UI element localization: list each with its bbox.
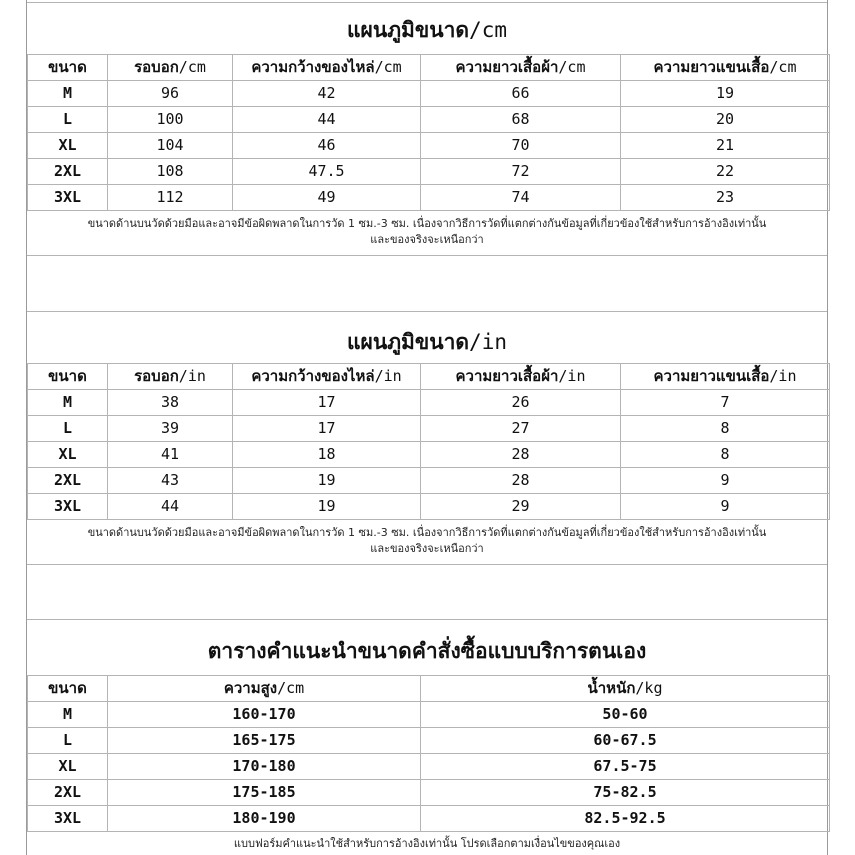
cell-size: XL — [28, 133, 108, 159]
table-row — [28, 780, 830, 806]
table-row — [28, 806, 830, 832]
header-shoulder: ความกว้างของไหล่/cm — [233, 55, 421, 81]
cell-shoulder: 42 — [233, 81, 421, 107]
cell-chest: 104 — [108, 133, 233, 159]
in-chart-title: แผนภูมิขนาด/in — [347, 330, 507, 354]
header-sleeve: ความยาวแขนเสื้อ/cm — [621, 55, 830, 81]
cell-size: 2XL — [28, 468, 108, 494]
cell-size: 3XL — [28, 185, 108, 211]
note-line: และของจริงจะเหนือกว่า — [370, 542, 484, 555]
header-size: ขนาด — [28, 55, 108, 81]
cell-chest: 43 — [108, 468, 233, 494]
cell-shoulder: 49 — [233, 185, 421, 211]
cell-length: 26 — [421, 390, 621, 416]
divider — [27, 311, 827, 312]
cell-weight: 50-60 — [421, 702, 830, 728]
cell-length: 27 — [421, 416, 621, 442]
cell-weight: 75-82.5 — [421, 780, 830, 806]
header-chest: รอบอก/in — [108, 364, 233, 390]
table-row — [28, 185, 830, 211]
cm-size-table — [27, 54, 830, 211]
cell-sleeve: 20 — [621, 107, 830, 133]
cell-shoulder: 19 — [233, 494, 421, 520]
cell-height: 165-175 — [108, 728, 421, 754]
cell-size: M — [28, 702, 108, 728]
cell-shoulder: 17 — [233, 390, 421, 416]
recommend-title: ตารางคำแนะนำขนาดคำสั่งซื้อแบบบริการตนเอง — [207, 639, 647, 663]
table-row — [28, 133, 830, 159]
table-row — [28, 702, 830, 728]
cell-chest: 38 — [108, 390, 233, 416]
cell-sleeve: 8 — [621, 416, 830, 442]
cell-chest: 112 — [108, 185, 233, 211]
cell-size: 3XL — [28, 806, 108, 832]
note-line: ขนาดด้านบนวัดด้วยมือและอาจมีข้อผิดพลาดในการวัด 1 ซม.-3 ซม. เนื่องจากวิธีการวัดที่แตกต่างกันข้อมูลที่เกี่ยวข้องใช้สำหรับการอ้างอิงเท่านั้น — [87, 217, 767, 230]
cell-height: 170-180 — [108, 754, 421, 780]
cell-sleeve: 21 — [621, 133, 830, 159]
cell-sleeve: 23 — [621, 185, 830, 211]
cell-height: 160-170 — [108, 702, 421, 728]
cm-chart-title: แผนภูมิขนาด/cm — [347, 18, 507, 42]
cell-size: XL — [28, 754, 108, 780]
header-height: ความสูง/cm — [108, 676, 421, 702]
table-row — [28, 494, 830, 520]
size-chart-sheet — [26, 0, 828, 855]
cell-sleeve: 9 — [621, 494, 830, 520]
note-line: ขนาดด้านบนวัดด้วยมือและอาจมีข้อผิดพลาดในการวัด 1 ซม.-3 ซม. เนื่องจากวิธีการวัดที่แตกต่างกันข้อมูลที่เกี่ยวข้องใช้สำหรับการอ้างอิงเท่านั้น — [87, 526, 767, 539]
in-chart-note — [27, 525, 827, 557]
header-size: ขนาด — [28, 364, 108, 390]
cell-shoulder: 19 — [233, 468, 421, 494]
cell-size: L — [28, 728, 108, 754]
cell-weight: 82.5-92.5 — [421, 806, 830, 832]
table-header-row — [28, 676, 830, 702]
cell-size: M — [28, 390, 108, 416]
divider — [27, 2, 827, 3]
cell-weight: 60-67.5 — [421, 728, 830, 754]
cell-sleeve: 9 — [621, 468, 830, 494]
cell-height: 180-190 — [108, 806, 421, 832]
table-row — [28, 468, 830, 494]
cell-length: 68 — [421, 107, 621, 133]
table-row — [28, 416, 830, 442]
header-length: ความยาวเสื้อผ้า/cm — [421, 55, 621, 81]
cell-height: 175-185 — [108, 780, 421, 806]
header-length: ความยาวเสื้อผ้า/in — [421, 364, 621, 390]
cell-chest: 39 — [108, 416, 233, 442]
header-shoulder: ความกว้างของไหล่/in — [233, 364, 421, 390]
note-line: และของจริงจะเหนือกว่า — [370, 233, 484, 246]
cell-chest: 41 — [108, 442, 233, 468]
cell-length: 28 — [421, 442, 621, 468]
table-row — [28, 81, 830, 107]
divider — [27, 619, 827, 620]
cell-chest: 44 — [108, 494, 233, 520]
table-row — [28, 754, 830, 780]
divider — [27, 255, 827, 256]
cm-chart-note — [27, 216, 827, 248]
cell-size: M — [28, 81, 108, 107]
cell-chest: 96 — [108, 81, 233, 107]
cell-size: L — [28, 107, 108, 133]
cell-shoulder: 17 — [233, 416, 421, 442]
table-header-row — [28, 364, 830, 390]
cell-chest: 100 — [108, 107, 233, 133]
cell-length: 29 — [421, 494, 621, 520]
cell-length: 72 — [421, 159, 621, 185]
header-size: ขนาด — [28, 676, 108, 702]
divider — [27, 564, 827, 565]
cell-sleeve: 7 — [621, 390, 830, 416]
in-size-table — [27, 363, 830, 520]
cell-size: 2XL — [28, 780, 108, 806]
recommend-note: แบบฟอร์มคำแนะนำใช้สำหรับการอ้างอิงเท่านั้น โปรดเลือกตามเงื่อนไขของคุณเอง — [233, 837, 621, 850]
cell-length: 28 — [421, 468, 621, 494]
table-row — [28, 390, 830, 416]
cell-sleeve: 22 — [621, 159, 830, 185]
cell-sleeve: 8 — [621, 442, 830, 468]
cell-size: 2XL — [28, 159, 108, 185]
table-row — [28, 107, 830, 133]
cell-size: 3XL — [28, 494, 108, 520]
table-row — [28, 159, 830, 185]
header-sleeve: ความยาวแขนเสื้อ/in — [621, 364, 830, 390]
cell-sleeve: 19 — [621, 81, 830, 107]
cell-length: 74 — [421, 185, 621, 211]
header-weight: น้ำหนัก/kg — [421, 676, 830, 702]
table-row — [28, 442, 830, 468]
cell-shoulder: 47.5 — [233, 159, 421, 185]
cell-length: 66 — [421, 81, 621, 107]
cell-shoulder: 18 — [233, 442, 421, 468]
recommend-table — [27, 675, 830, 832]
header-chest: รอบอก/cm — [108, 55, 233, 81]
cell-size: L — [28, 416, 108, 442]
cell-weight: 67.5-75 — [421, 754, 830, 780]
cell-shoulder: 44 — [233, 107, 421, 133]
table-header-row — [28, 55, 830, 81]
cell-shoulder: 46 — [233, 133, 421, 159]
cell-length: 70 — [421, 133, 621, 159]
cell-size: XL — [28, 442, 108, 468]
table-row — [28, 728, 830, 754]
cell-chest: 108 — [108, 159, 233, 185]
